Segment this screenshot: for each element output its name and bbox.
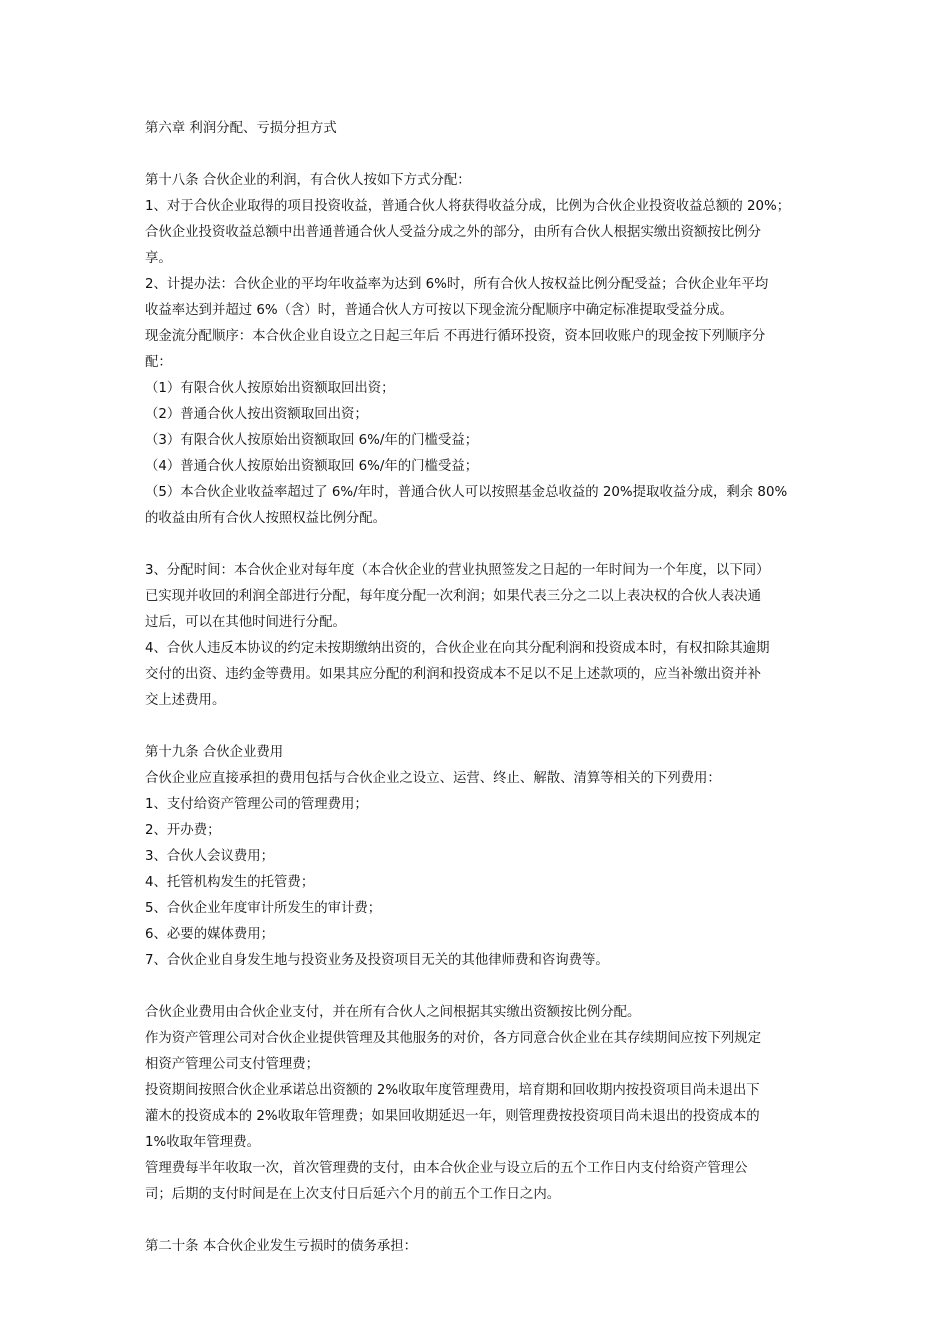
blank-line	[145, 532, 815, 558]
paragraph-line: 合伙企业投资收益总额中出普通普通合伙人受益分成之外的部分，由所有合伙人根据实缴出资额按比例分	[145, 225, 761, 240]
paragraph-line: 2、计提办法：合伙企业的平均年收益率为达到 6%时，所有合伙人按权益比例分配受益；合伙企业年平均	[145, 277, 769, 292]
list-item: （4）普通合伙人按原始出资额取回 6%/年的门槛受益；	[145, 459, 479, 474]
list-item: （1）有限合伙人按原始出资额取回出资；	[145, 381, 395, 396]
paragraph-line: 4、合伙人违反本协议的约定未按期缴纳出资的，合伙企业在向其分配利润和投资成本时，有权扣除其逾期	[145, 641, 770, 656]
article-20-heading: 第二十条 本合伙企业发生亏损时的债务承担：	[145, 1239, 418, 1254]
article-19-heading: 第十九条 合伙企业费用	[145, 745, 284, 760]
blank-line	[145, 142, 815, 168]
paragraph-line: 交付的出资、违约金等费用。如果其应分配的利润和投资成本不足以不足上述款项的，应当补缴出资并补	[145, 667, 761, 682]
paragraph-line: 1、对于合伙企业取得的项目投资收益，普通合伙人将获得收益分成，比例为合伙企业投资收益总额的 20%；	[145, 199, 791, 214]
article-18-heading: 第十八条 合伙企业的利润，有合伙人按如下方式分配：	[145, 173, 471, 188]
blank-line	[145, 1208, 815, 1234]
paragraph-line: 享。	[145, 251, 172, 266]
list-item: 6、必要的媒体费用；	[145, 927, 275, 942]
list-item: 5、合伙企业年度审计所发生的审计费；	[145, 901, 382, 916]
paragraph-line: 管理费每半年收取一次，首次管理费的支付，由本合伙企业与设立后的五个工作日内支付给资产管理公	[145, 1161, 748, 1176]
list-item: 7、合伙企业自身发生地与投资业务及投资项目无关的其他律师费和咨询费等。	[145, 953, 609, 968]
list-item: 3、合伙人会议费用；	[145, 849, 275, 864]
blank-line	[145, 974, 815, 1000]
list-item: 2、开办费；	[145, 823, 221, 838]
paragraph-line: 1%收取年管理费。	[145, 1135, 260, 1150]
list-item: 4、托管机构发生的托管费；	[145, 875, 315, 890]
list-item: （3）有限合伙人按原始出资额取回 6%/年的门槛受益；	[145, 433, 479, 448]
paragraph-line: 现金流分配顺序：本合伙企业自设立之日起三年后 不再进行循环投资，资本回收账户的现金按下列顺序分	[145, 329, 766, 344]
paragraph-line: 投资期间按照合伙企业承诺总出资额的 2%收取年度管理费用，培育期和回收期内按投资项目尚未退出下	[145, 1083, 760, 1098]
paragraph-line: 已实现并收回的利润全部进行分配，每年度分配一次利润；如果代表三分之二以上表决权的合伙人表决通	[145, 589, 761, 604]
paragraph-line: 合伙企业应直接承担的费用包括与合伙企业之设立、运营、终止、解散、清算等相关的下列费用：	[145, 771, 721, 786]
list-item: （5）本合伙企业收益率超过了 6%/年时，普通合伙人可以按照基金总收益的 20%提取收益分成，剩余 80%	[145, 485, 788, 500]
paragraph-line: 过后，可以在其他时间进行分配。	[145, 615, 346, 630]
paragraph-line: 3、分配时间：本合伙企业对每年度（本合伙企业的营业执照签发之日起的一年时间为一个年度，以下同）	[145, 563, 770, 578]
list-item: （2）普通合伙人按出资额取回出资；	[145, 407, 368, 422]
paragraph-line: 的收益由所有合伙人按照权益比例分配。	[145, 511, 387, 526]
list-item: 1、支付给资产管理公司的管理费用；	[145, 797, 368, 812]
paragraph-line: 灌木的投资成本的 2%收取年管理费；如果回收期延迟一年，则管理费按投资项目尚未退出的投资成本的	[145, 1109, 760, 1124]
paragraph-line: 合伙企业费用由合伙企业支付，并在所有合伙人之间根据其实缴出资额按比例分配。	[145, 1005, 641, 1020]
paragraph-line: 作为资产管理公司对合伙企业提供管理及其他服务的对价，各方同意合伙企业在其存续期间应按下列规定	[145, 1031, 761, 1046]
paragraph-line: 司；后期的支付时间是在上次支付日后延六个月的前五个工作日之内。	[145, 1187, 561, 1202]
paragraph-line: 交上述费用。	[145, 693, 226, 708]
paragraph-line: 相资产管理公司支付管理费；	[145, 1057, 320, 1072]
chapter-heading: 第六章 利润分配、亏损分担方式	[145, 121, 337, 136]
document-body	[145, 116, 815, 1260]
paragraph-line: 收益率达到并超过 6%（含）时，普通合伙人方可按以下现金流分配顺序中确定标准提取受益分成。	[145, 303, 733, 318]
blank-line	[145, 714, 815, 740]
paragraph-line: 配：	[145, 355, 172, 370]
